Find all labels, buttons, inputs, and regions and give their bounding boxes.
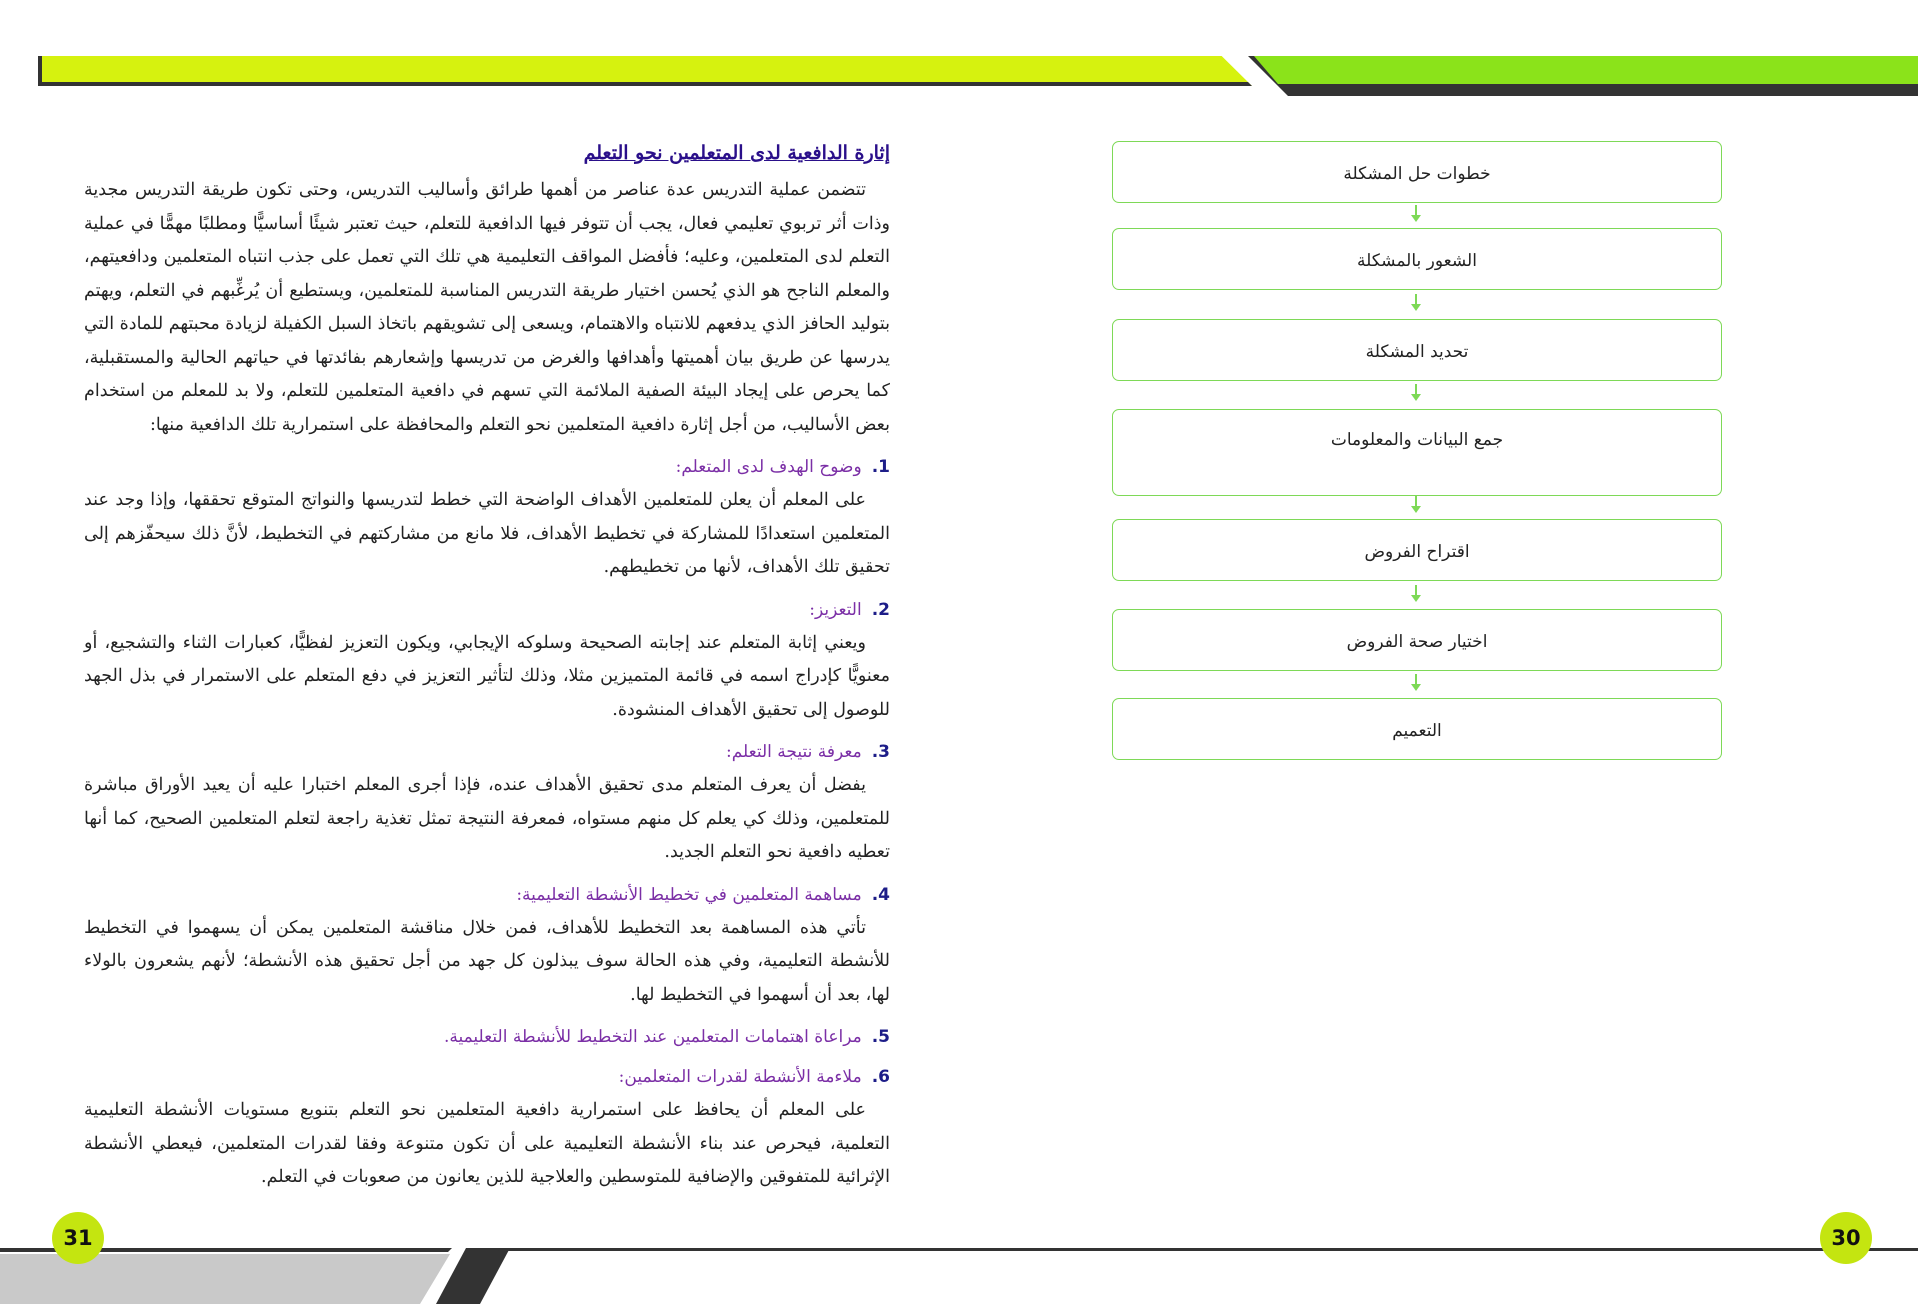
arrow-down-icon bbox=[1408, 294, 1424, 312]
bottom-accent-bar bbox=[0, 1248, 1918, 1304]
list-item-body: على المعلم أن يعلن للمتعلمين الأهداف الواضحة التي خطط لتدريسها والنواتج المتوقع تحققها، وإذا وجد عند المتعلمين استعدادًا للمشاركة في تخطيط الأهداف، فلا مانع من مشاركتهم في التخطيط، لأنَّ ذلك سيحفّزهم إلى تحقيق تلك الأهداف، لأنها من تخطيطهم. bbox=[84, 490, 890, 577]
article-intro: تتضمن عملية التدريس عدة عناصر من أهمها طرائق وأساليب التدريس، وحتى تكون طريقة التدريس مجدية وذات أثر تربوي تعليمي فعال، يجب أن تتوفر فيها الدافعية للتعلم، حيث تعتبر شيئًا أساسيًّا ومطلبًا مهمًّا في عملية التعلم لدى المتعلمين، وعليه؛ فأفضل المواقف التعليمية هي تلك التي تعمل على جذب انتباه المتعلمين ودافعيتهم، والمعلم الناجح هو الذي يُحسن اختيار طريقة التدريس المناسبة للمتعلمين، ويستطيع أن يُرغِّبهم في التعلم، ويهتم بتوليد الحافز الذي يدفعهم للانتباه والاهتمام، ويسعى إلى تشويقهم باتخاذ السبل الكفيلة لزيادة محبتهم للمادة التي يدرسها عن طريق بيان أهميتها وأهدافها والغرض من تدريسها وإشعارهم بفائدتها في حياتهم الحالية والمستقبلية، كما يحرص على إيجاد البيئة الصفية الملائمة التي تسهم في دافعية المتعلمين للتعلم، ولا بد للمعلم من استخدام بعض الأساليب، من أجل إثارة دافعية المتعلمين نحو التعلم والمحافظة على استمرارية تلك الدافعية منها: bbox=[84, 180, 890, 435]
flow-step: الشعور بالمشكلة bbox=[1112, 228, 1722, 290]
article bbox=[84, 138, 890, 1195]
page-number-right: 30 bbox=[1820, 1212, 1872, 1264]
top-accent-bar-right bbox=[1248, 56, 1918, 96]
list-item-title: 6.ملاءمة الأنشطة لقدرات المتعلمين: bbox=[618, 1067, 890, 1087]
flow-step: اختيار صحة الفروض bbox=[1112, 609, 1722, 671]
arrow-down-icon bbox=[1408, 585, 1424, 603]
list-item-title: 3.معرفة نتيجة التعلم: bbox=[725, 742, 890, 762]
list-item-title: 1.وضوح الهدف لدى المتعلم: bbox=[675, 457, 890, 477]
arrow-down-icon bbox=[1408, 384, 1424, 402]
flow-step: خطوات حل المشكلة bbox=[1112, 141, 1722, 203]
list-item-body: ويعني إثابة المتعلم عند إجابته الصحيحة وسلوكه الإيجابي، ويكون التعزيز لفظيًّا، كعبارات الثناء والتشجيع، أو معنويًّا كإدراج اسمه في قائمة المتميزين مثلا، وذلك لتأثير التعزيز في دفع المتعلم على الاستمرار في بذل الجهد للوصول إلى تحقيق الأهداف المنشودة. bbox=[84, 632, 890, 720]
page-number-left: 31 bbox=[52, 1212, 104, 1264]
top-accent-bar-left bbox=[38, 56, 1252, 86]
flow-step: جمع البيانات والمعلومات bbox=[1112, 409, 1722, 496]
arrow-down-icon bbox=[1408, 205, 1424, 223]
flow-step: اقتراح الفروض bbox=[1112, 519, 1722, 581]
list-item-title: 5.مراعاة اهتمامات المتعلمين عند التخطيط للأنشطة التعليمية. bbox=[443, 1027, 890, 1047]
flow-step: التعميم bbox=[1112, 698, 1722, 760]
list-item-body: على المعلم أن يحافظ على استمرارية دافعية المتعلمين نحو التعلم بتنويع مستويات الأنشطة التعليمية التعلمية، فيحرص عند بناء الأنشطة التعليمية على أن تكون متنوعة وفقا لقدرات المتعلمين، فيعطي الأنشطة الإثرائية للمتفوقين والإضافية للمتوسطين والعلاجية للذين يعانون من صعوبات في التعلم. bbox=[84, 1100, 890, 1187]
flow-step: تحديد المشكلة bbox=[1112, 319, 1722, 381]
list-item-title: 4.مساهمة المتعلمين في تخطيط الأنشطة التعليمية: bbox=[516, 884, 890, 905]
arrow-down-icon bbox=[1408, 674, 1424, 692]
list-item-body: يفضل أن يعرف المتعلم مدى تحقيق الأهداف عنده، فإذا أجرى المعلم اختبارا عليه أن يعيد الأوراق مباشرة للمتعلمين، وذلك كي يعلم كل منهم مستواه، فمعرفة النتيجة تمثل تغذية راجعة لتعلم المتعلمين الصحيح، كما أنها تعطيه دافعية نحو التعلم الجديد. bbox=[84, 775, 890, 862]
arrow-down-icon bbox=[1408, 496, 1424, 514]
article-heading: إثارة الدافعية لدى المتعلمين نحو التعلم bbox=[583, 142, 890, 164]
list-item-title: 2.التعزيز: bbox=[809, 599, 890, 620]
list-item-body: تأتي هذه المساهمة بعد التخطيط للأهداف، فمن خلال مناقشة المتعلمين يمكن أن يسهموا في التخطيط للأنشطة التعليمية، وفي هذه الحالة سوف يبذلون كل جهد من أجل تحقيق هذه الأنشطة؛ لأنهم يشعرون بالولاء لها، بعد أن أسهموا في التخطيط لها. bbox=[84, 917, 890, 1005]
